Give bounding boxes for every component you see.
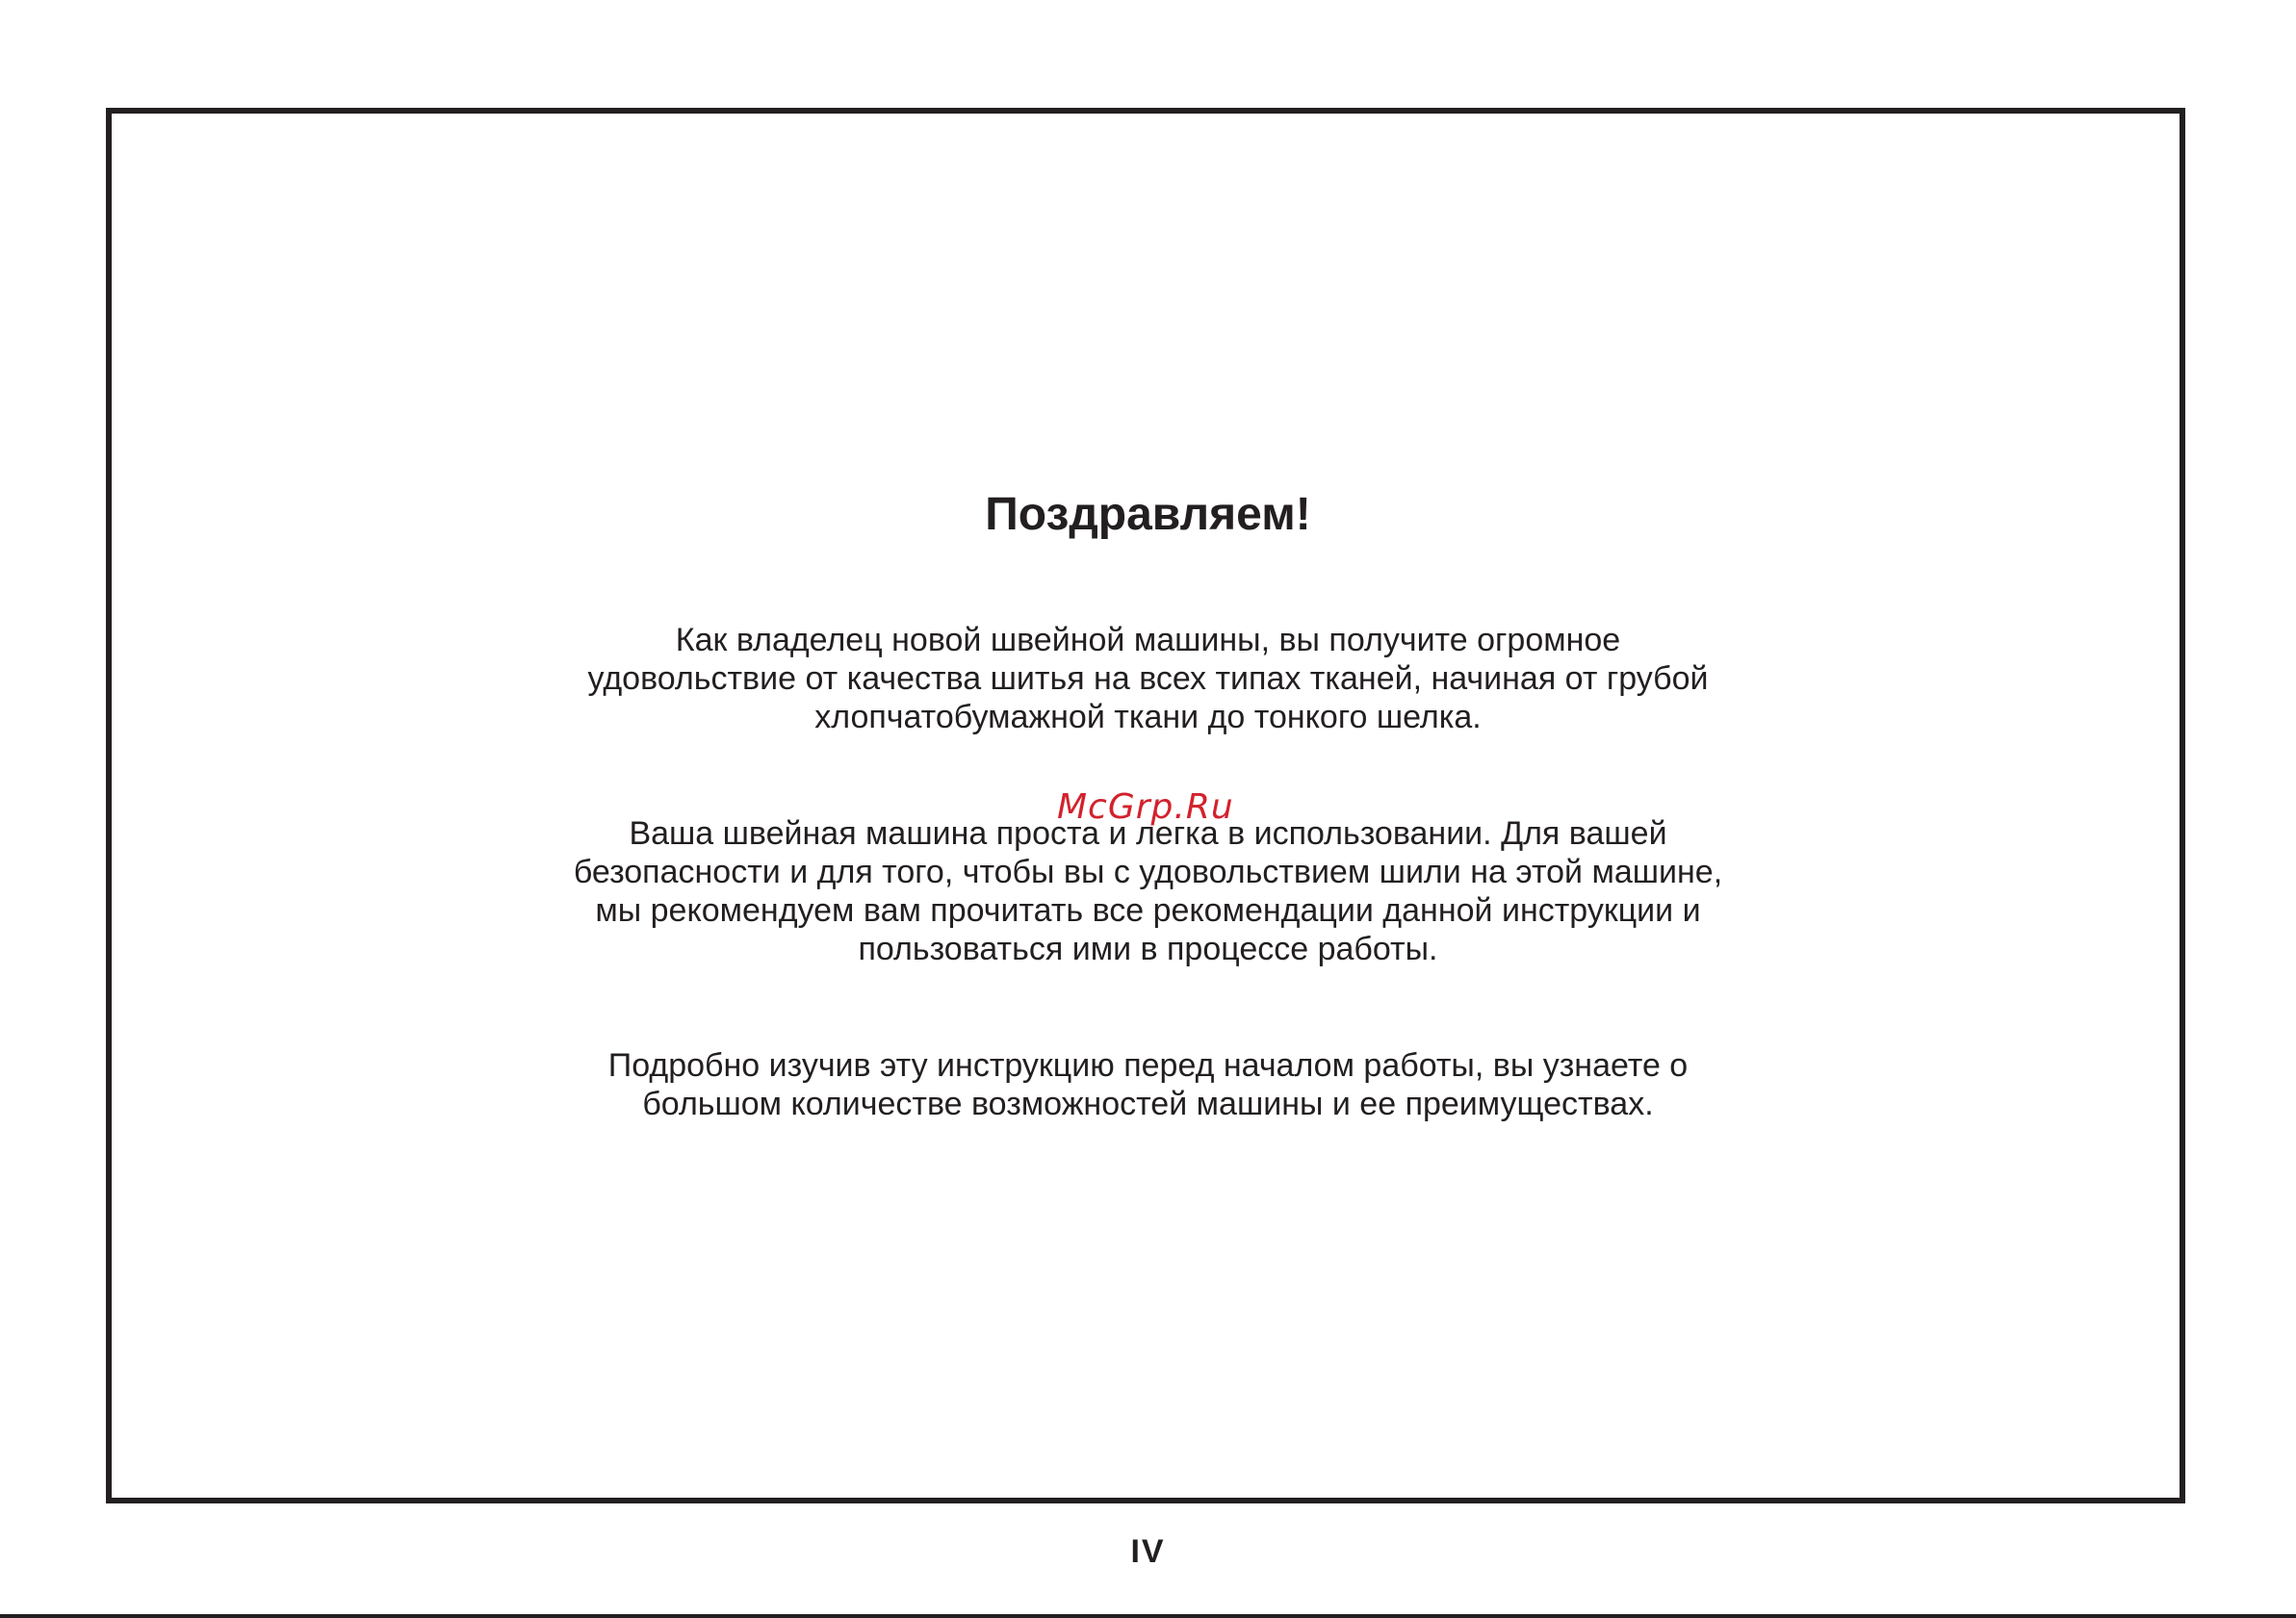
page-number: IV [1130,1533,1166,1570]
safety-paragraph [0,814,2296,968]
study-paragraph [0,1046,2296,1123]
paragraph-line: удовольствие от качества шитья на всех типах тканей, начиная от грубой [587,660,1709,697]
paragraph-line: безопасности и для того, чтобы вы с удовольствием шили на этой машине, [573,854,1723,890]
paragraph-line: Как владелец новой швейной машины, вы получите огромное [675,622,1621,658]
page-title: Поздравляем! [985,489,1311,540]
bottom-edge-rule [0,1614,2296,1618]
site-watermark: McGrp.Ru [1057,787,1234,827]
paragraph-line: хлопчатобумажной ткани до тонкого шелка. [814,699,1482,735]
intro-paragraph [0,621,2296,736]
paragraph-line: пользоваться ими в процессе работы. [858,931,1438,967]
paragraph-line: Подробно изучив эту инструкцию перед началом работы, вы узнаете о [607,1047,1689,1084]
paragraph-line: Ваша швейная машина проста и легка в использовании. Для вашей [629,815,1667,852]
paragraph-line: мы рекомендуем вам прочитать все рекомендации данной инструкции и [595,892,1701,929]
paragraph-line: большом количестве возможностей машины и ее преимуществах. [642,1086,1654,1122]
